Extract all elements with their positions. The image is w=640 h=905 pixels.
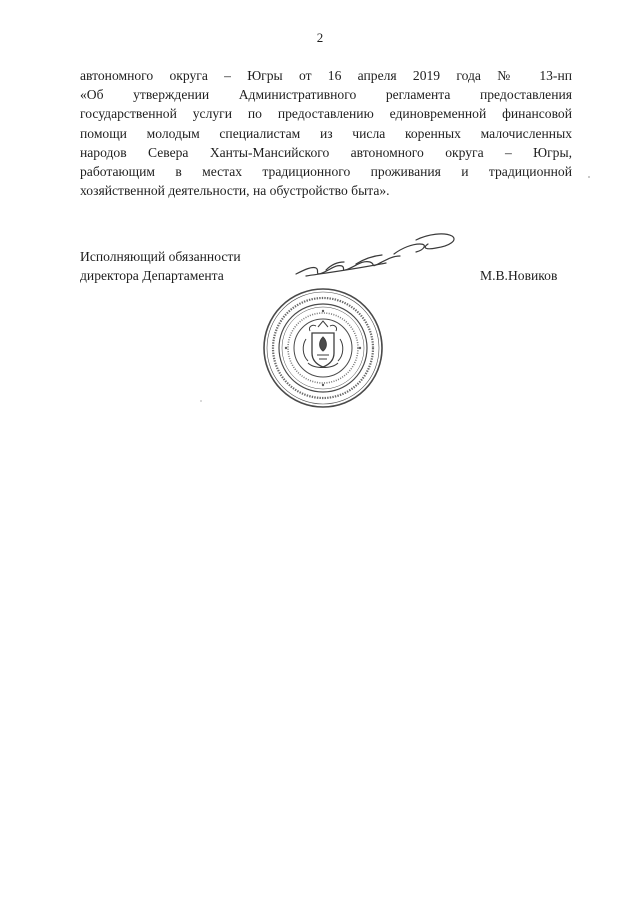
signatory-name: М.В.Новиков [480,268,558,283]
body-paragraph [80,66,572,200]
body-line: помощи молодым специалистам из числа коренных малочисленных [80,125,572,141]
body-line: государственной услуги по предоставлению единовременной финансовой [80,106,572,122]
body-line: «Об утверждении Административного регламента предоставления [80,87,572,103]
scan-speck [200,400,202,402]
body-line: народов Севера Ханты-Мансийского автономного округа – Югры, [80,144,572,160]
signatory-position-line: директора Департамента [80,268,224,284]
body-line: работающим в местах традиционного проживания и традиционной [80,164,572,180]
body-line: хозяйственной деятельности, на обустройство быта». [80,183,390,199]
scan-speck [588,176,590,178]
page-number: 2 [316,30,324,45]
official-stamp [262,287,384,409]
body-line: автономного округа – Югры от 16 апреля 2019 года № 13-нп [80,68,572,83]
handwritten-signature [286,226,466,284]
signatory-position-line: Исполняющий обязанности [80,249,241,264]
coat-of-arms-icon [303,321,343,368]
signatory-position [80,247,241,285]
